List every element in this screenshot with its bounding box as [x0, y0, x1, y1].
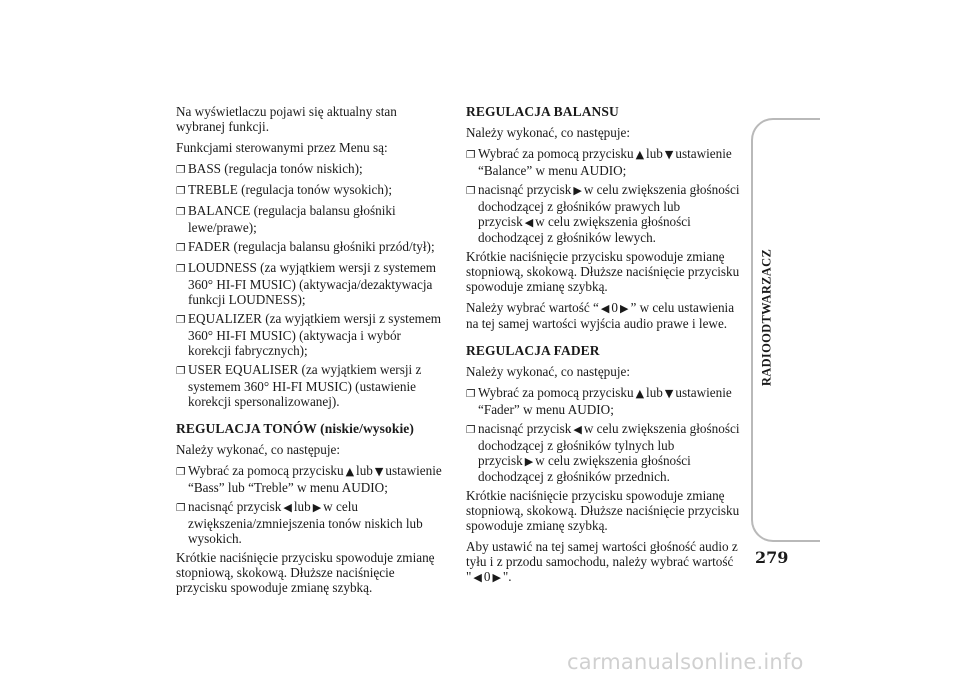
down-arrow-icon: ▼: [374, 465, 384, 478]
left-arrow-icon: ◀: [524, 216, 534, 229]
right-arrow-icon: ▶: [312, 501, 322, 514]
right-arrow-icon: ▶: [492, 571, 501, 584]
list-item: ❐ USER EQUALISER (za wyjątkiem wersji z systemem 360° HI-FI MUSIC) (ustawienie korekcji spersonalizowanej).: [176, 362, 422, 409]
tones-intro: Należy wykonać, co następuje:: [176, 442, 341, 457]
fader-value-note: Aby ustawić na tej samej wartości głośność audio z tyłu i z przodu samochodu, należy wybrać wartość " ◀ 0 ▶ ".: [466, 539, 738, 584]
tones-step-select: ❐ Wybrać za pomocą przycisku ▲ lub ▼ ustawienie “Bass” lub “Treble” w menu AUDIO;: [176, 463, 442, 495]
tones-note: Krótkie naciśnięcie przycisku spowoduje zmianę stopniową, skokową. Dłuższe naciśnięcie przycisku spowoduje zmianę szybką.: [176, 550, 435, 595]
watermark: carmanualsonline.info: [567, 650, 804, 674]
down-arrow-icon: ▼: [664, 148, 674, 161]
intro-paragraph: Na wyświetlaczu pojawi się aktualny stan wybranej funkcji.: [176, 104, 397, 134]
up-arrow-icon: ▲: [635, 387, 645, 400]
list-item: ❐ TREBLE (regulacja tonów wysokich);: [176, 182, 392, 197]
fader-step-select: ❐ Wybrać za pomocą przycisku ▲ lub ▼ ustawienie “Fader” w menu AUDIO;: [466, 385, 732, 417]
left-arrow-icon: ◀: [283, 501, 292, 514]
balance-heading: REGULACJA BALANSU: [466, 104, 619, 119]
balance-intro: Należy wykonać, co następuje:: [466, 125, 631, 140]
page-number: 279: [755, 548, 789, 567]
up-arrow-icon: ▲: [635, 148, 645, 161]
menu-functions-intro: Funkcjami sterowanymi przez Menu są:: [176, 140, 388, 155]
section-label: RADIOODTWARZACZ: [759, 248, 774, 387]
bullet-icon: ❐: [176, 466, 186, 478]
fader-step-adjust: ❐ nacisnąć przycisk ◀ w celu zwiększenia głośności dochodzącej z głośników tylnych lub przycisk ▶ w celu zwiększenia głośności dochodzącej z głośników przednich.: [466, 421, 740, 484]
bullet-icon: ❐: [466, 149, 476, 161]
balance-step-adjust: ❐ nacisnąć przycisk ▶ w celu zwiększenia głośności dochodzącej z głośników prawych lub przycisk ◀ w celu zwiększenia głośności dochodzącej z głośników lewych.: [466, 182, 740, 245]
bullet-icon: ❐: [176, 502, 186, 514]
right-arrow-icon: ▶: [619, 302, 629, 315]
tones-heading: REGULACJA TONÓW (niskie/wysokie): [176, 421, 414, 436]
balance-value-note: Należy wybrać wartość “ ◀ 0 ▶ ” w celu ustawienia na tej samej wartości wyjścia audio prawe i lewe.: [466, 300, 735, 331]
right-arrow-icon: ▶: [524, 455, 534, 468]
bullet-icon: ❐: [176, 206, 186, 218]
up-arrow-icon: ▲: [345, 465, 355, 478]
balance-note: Krótkie naciśnięcie przycisku spowoduje zmianę stopniową, skokową. Dłuższe naciśnięcie przycisku spowoduje zmianę szybką.: [466, 249, 740, 294]
bullet-icon: ❐: [466, 424, 476, 436]
left-arrow-icon: ◀: [573, 423, 582, 436]
bullet-icon: ❐: [466, 185, 476, 197]
left-arrow-icon: ◀: [473, 571, 482, 584]
bullet-icon: ❐: [176, 365, 186, 377]
list-item: ❐ BALANCE (regulacja balansu głośniki lewe/prawe);: [176, 203, 396, 235]
bullet-icon: ❐: [176, 263, 186, 275]
list-item: ❐ EQUALIZER (za wyjątkiem wersji z systemem 360° HI-FI MUSIC) (aktywacja i wybór korekcji fabrycznych);: [176, 311, 442, 358]
tones-step-adjust: ❐ nacisnąć przycisk ◀ lub ▶ w celu zwiększenia/zmniejszenia tonów niskich lub wysokich.: [176, 499, 423, 546]
fader-intro: Należy wykonać, co następuje:: [466, 364, 631, 379]
list-item: ❐ LOUDNESS (za wyjątkiem wersji z systemem 360° HI-FI MUSIC) (aktywacja/dezaktywacja funkcji LOUDNESS);: [176, 260, 436, 307]
fader-heading: REGULACJA FADER: [466, 343, 600, 358]
bullet-icon: ❐: [176, 164, 186, 176]
bullet-icon: ❐: [176, 314, 186, 326]
right-arrow-icon: ▶: [573, 184, 582, 197]
bullet-icon: ❐: [176, 185, 186, 197]
bullet-icon: ❐: [466, 388, 476, 400]
left-column: [176, 104, 446, 601]
bullet-icon: ❐: [176, 242, 186, 254]
list-item: ❐ FADER (regulacja balansu głośniki przód/tył);: [176, 239, 435, 254]
fader-note: Krótkie naciśnięcie przycisku spowoduje zmianę stopniową, skokową. Dłuższe naciśnięcie przycisku spowoduje zmianę szybką.: [466, 488, 740, 533]
left-arrow-icon: ◀: [600, 302, 610, 315]
list-item: ❐ BASS (regulacja tonów niskich);: [176, 161, 363, 176]
balance-step-select: ❐ Wybrać za pomocą przycisku ▲ lub ▼ ustawienie “Balance” w menu AUDIO;: [466, 146, 732, 178]
menu-function-list: [176, 161, 446, 409]
down-arrow-icon: ▼: [664, 387, 674, 400]
right-column: [466, 104, 744, 591]
